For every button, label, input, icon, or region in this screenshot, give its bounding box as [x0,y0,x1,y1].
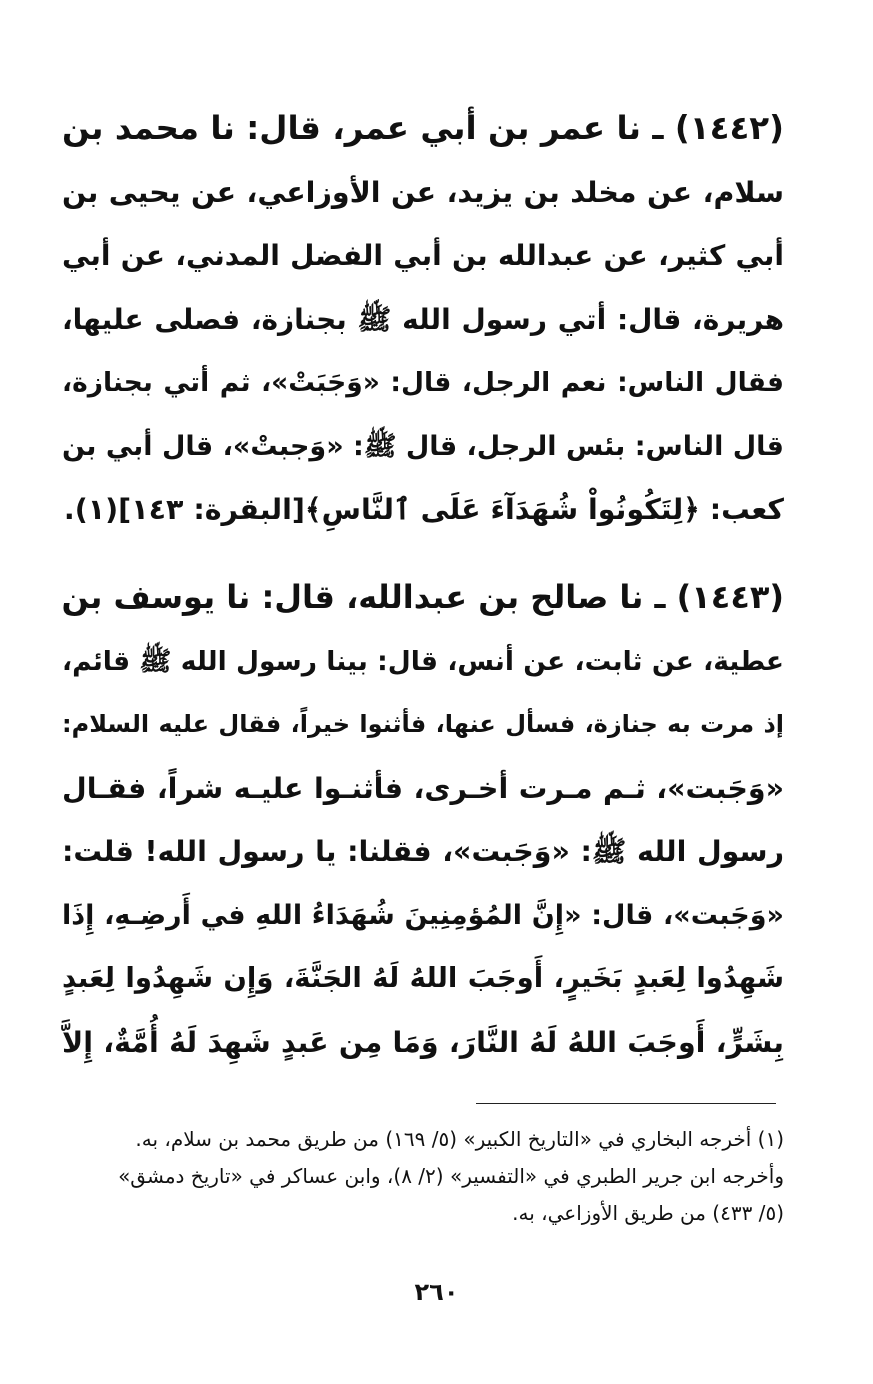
hadith-1442-paragraph [62,97,784,542]
footnote-line: (١) أخرجه البخاري في «التاريخ الكبير» (٥/ ١٦٩) من طريق محمد بن سلام، به. [135,1127,784,1151]
text-line: شَهِدُوا لِعَبدٍ بَخَيرٍ، أَوجَبَ اللهُ لَهُ الجَنَّةَ، وَإِن شَهِدُوا لِعَبدٍ [62,962,784,994]
text-line: هريرة، قال: أتي رسول الله ﷺ بجنازة، فصلى عليها، [62,302,784,336]
hadith-1443-paragraph [62,566,784,1074]
footnotes [62,1121,784,1232]
text-line: «وَجَبت»، قال: «إِنَّ المُؤمِنِينَ شُهَدَاءُ اللهِ في أَرضِـهِ، إِذَا [62,899,784,931]
text-line: «وَجَبت»، ثـم مـرت أخـرى، فأثنـوا عليـه شراً، فقـال [62,771,784,805]
text-line: قال الناس: بئس الرجل، قال ﷺ: «وَجبتْ»، قال أبي بن [62,430,784,462]
text-line: عطية، عن ثابت، عن أنس، قال: بينا رسول الله ﷺ قائم، [62,645,784,677]
text-line: فقال الناس: نعم الرجل، قال: «وَجَبَتْ»، ثم أتي بجنازة، [62,367,784,398]
text-line: سلام، عن مخلد بن يزيد، عن الأوزاعي، عن يحيى بن [62,175,784,209]
text-line: كعب: ﴿لِتَكُونُواْ شُهَدَآءَ عَلَى ٱلنَّاسِ﴾[البقرة: ١٤٣](١). [63,493,784,526]
footnote-line: (٥/ ٤٣٣) من طريق الأوزاعي، به. [512,1201,784,1225]
footnote-line: وأخرجه ابن جرير الطبري في «التفسير» (٢/ ٨)، وابن عساكر في «تاريخ دمشق» [118,1164,784,1188]
text-line: بِشَرٍّ، أَوجَبَ اللهُ لَهُ النَّارَ، وَمَا مِن عَبدٍ شَهِدَ لَهُ أُمَّةٌ، إِلاَّ [62,1025,784,1059]
footnote-divider [476,1103,776,1104]
text-line: أبي كثير، عن عبدالله بن أبي الفضل المدني، عن أبي [62,239,784,272]
text-line: (١٤٤٢) ـ نا عمر بن أبي عمر، قال: نا محمد بن [62,109,784,147]
page-number: ٢٦٠ [414,1278,459,1306]
text-line: (١٤٤٣) ـ نا صالح بن عبدالله، قال: نا يوسف بن [61,578,784,616]
text-line: رسول الله ﷺ: «وَجَبت»، فقلنا: يا رسول الله! قلت: [62,835,784,868]
text-line: إذ مرت به جنازة، فسأل عنها، فأثنوا خيراً، فقال عليه السلام: [62,710,784,738]
